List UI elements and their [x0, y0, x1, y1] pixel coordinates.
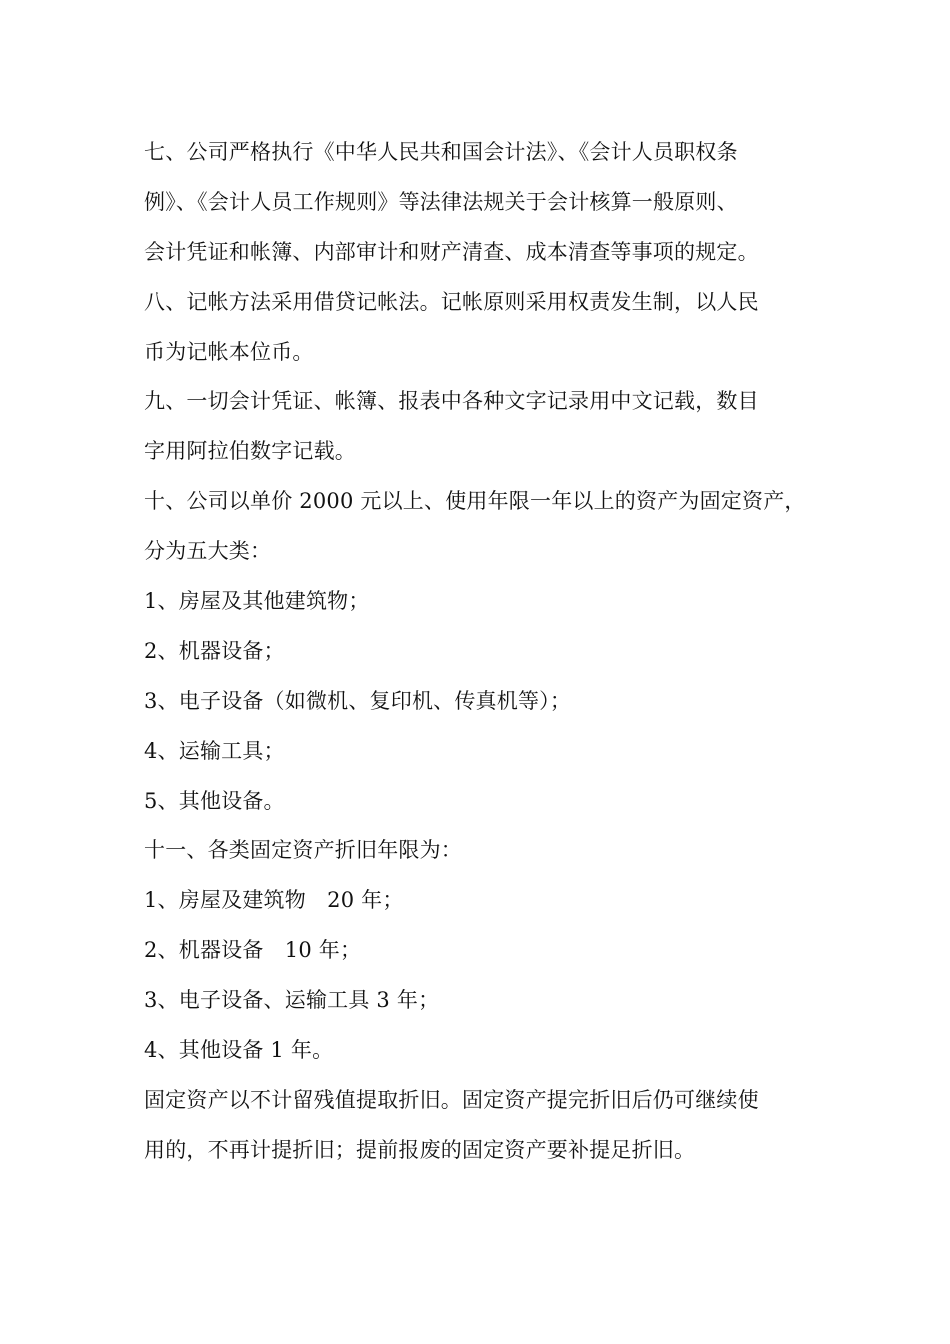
text-line: 币为记帐本位币。: [144, 339, 314, 364]
list-item: 4、其他设备 1 年。: [144, 1038, 334, 1063]
document-body: [144, 128, 824, 1176]
text-line: 九、一切会计凭证、帐簿、报表中各种文字记录用中文记载，数目: [144, 389, 759, 414]
text-line: 用的，不再计提折旧；提前报废的固定资产要补提足折旧。: [144, 1137, 696, 1162]
text-line: 七、公司严格执行《中华人民共和国会计法》、《会计人员职权条: [144, 140, 738, 164]
list-item: 4、运输工具；: [144, 738, 285, 763]
list-item: 1、房屋及建筑物 20 年；: [144, 888, 404, 913]
list-item: 2、机器设备 10 年；: [144, 938, 362, 963]
text-line: 十、公司以单价 2000 元以上、使用年限一年以上的资产为固定资产，: [144, 489, 806, 514]
list-item: 1、房屋及其他建筑物；: [144, 589, 370, 614]
text-line: 十一、各类固定资产折旧年限为：: [144, 838, 462, 863]
text-line: 八、记帐方法采用借贷记帐法。记帐原则采用权责发生制，以人民: [144, 289, 759, 314]
list-item: 2、机器设备；: [144, 638, 285, 663]
list-item: 3、电子设备、运输工具 3 年；: [144, 988, 440, 1013]
list-item: 5、其他设备。: [144, 788, 285, 813]
text-line: 字用阿拉伯数字记载。: [144, 439, 356, 464]
list-item: 3、电子设备（如微机、复印机、传真机等）；: [144, 688, 572, 713]
text-line: 分为五大类：: [144, 539, 272, 564]
text-line: 会计凭证和帐簿、内部审计和财产清查、成本清查等事项的规定。: [144, 239, 759, 264]
text-line: 固定资产以不计留残值提取折旧。固定资产提完折旧后仍可继续使: [144, 1087, 759, 1112]
text-line: 例》、《会计人员工作规则》等法律法规关于会计核算一般原则、: [144, 189, 738, 214]
